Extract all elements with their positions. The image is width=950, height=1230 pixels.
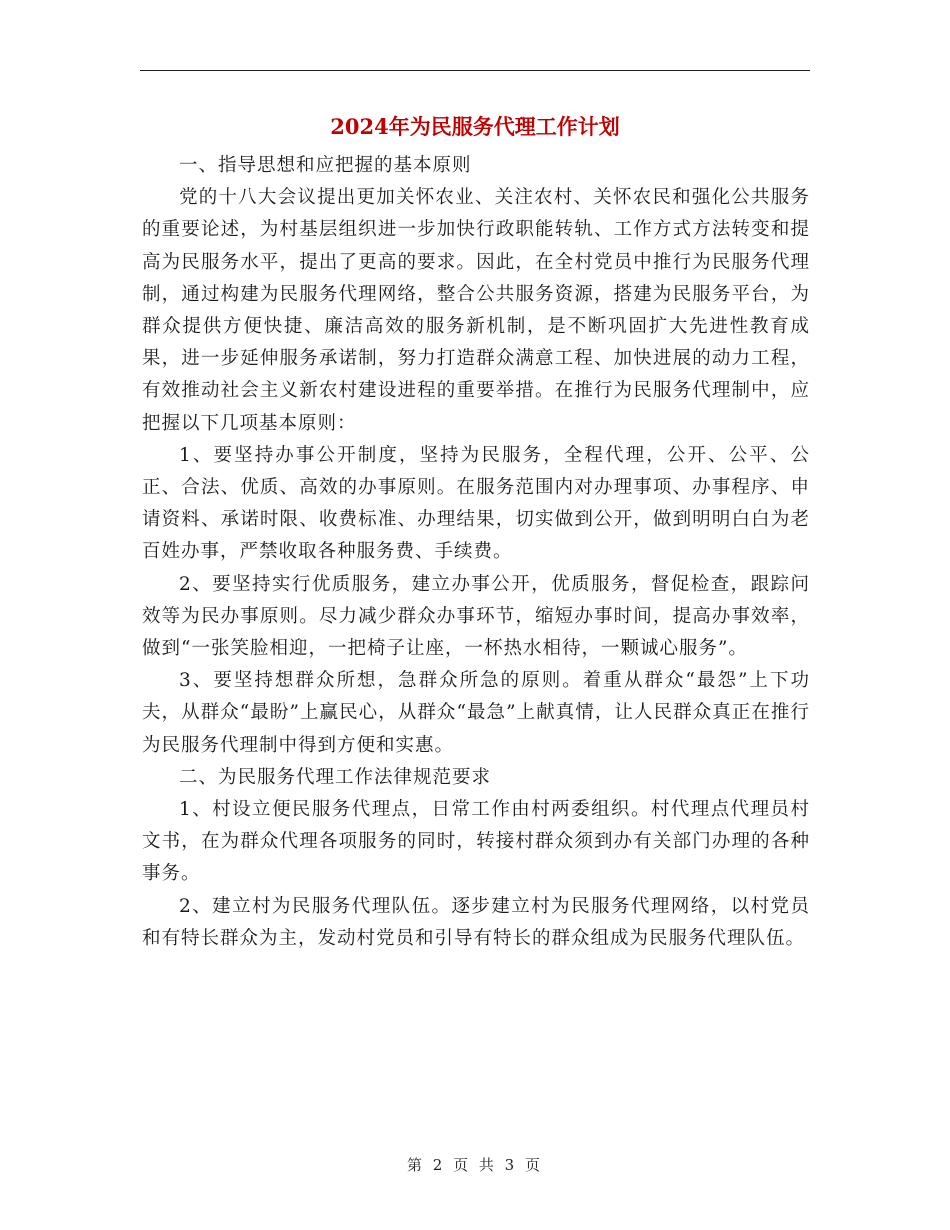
section-heading-2: 二、为民服务代理工作法律规范要求 <box>179 766 492 788</box>
section-heading-1: 一、指导思想和应把握的基本原则 <box>179 155 472 176</box>
principle-3: 3、要坚持想群众所想，急群众所急的原则。着重从群众“最怨”上下功夫，从群众“最盼”上赢民心，从群众“最急”上献真情，让人民群众真正在推行为民服务代理制中得到方便和实惠。 <box>142 670 810 756</box>
header-rule <box>140 70 810 71</box>
principle-2: 2、要坚持实行优质服务，建立办事公开，优质服务，督促检查，跟踪问效等为民办事原则。尽力减少群众办事环节，缩短办事时间，提高办事效率，做到“一张笑脸相迎，一把椅子让座，一杯热水相待，一颗诚心服务”。 <box>142 573 810 660</box>
page-number: 第 2 页 共 3 页 <box>407 1156 543 1174</box>
requirement-1: 1、村设立便民服务代理点，日常工作由村两委组织。村代理点代理员村文书，在为群众代理各项服务的同时，转接村群众须到办有关部门办理的各种事务。 <box>142 799 810 885</box>
principle-1: 1、要坚持办事公开制度，坚持为民服务，全程代理，公开、公平、公正、合法、优质、高效的办事原则。在服务范围内对办理事项、办事程序、申请资料、承诺时限、收费标准、办理结果，切实做到公开，做到明明白白为老百姓办事，严禁收取各种服务费、手续费。 <box>142 444 810 563</box>
paragraph-intro: 党的十八大会议提出更加关怀农业、关注农村、关怀农民和强化公共服务的重要论述，为村基层组织进一步加快行政职能转轨、工作方式方法转变和提高为民服务水平，提出了更高的要求。因此，在全村党员中推行为民服务代理制，通过构建为民服务代理网络，整合公共服务资源，搭建为民服务平台，为群众提供方便快捷、廉洁高效的服务新机制，是不断巩固扩大先进性教育成果，进一步延伸服务承诺制，努力打造群众满意工程、加快进展的动力工程，有效推动社会主义新农村建设进程的重要举措。在推行为民服务代理制中，应把握以下几项基本原则： <box>142 187 810 434</box>
document-title: 2024年为民服务代理工作计划 <box>330 114 620 139</box>
document-body <box>142 150 810 955</box>
requirement-2: 2、建立村为民服务代理队伍。逐步建立村为民服务代理网络，以村党员和有特长群众为主，发动村党员和引导有特长的群众组成为民服务代理队伍。 <box>142 895 810 949</box>
